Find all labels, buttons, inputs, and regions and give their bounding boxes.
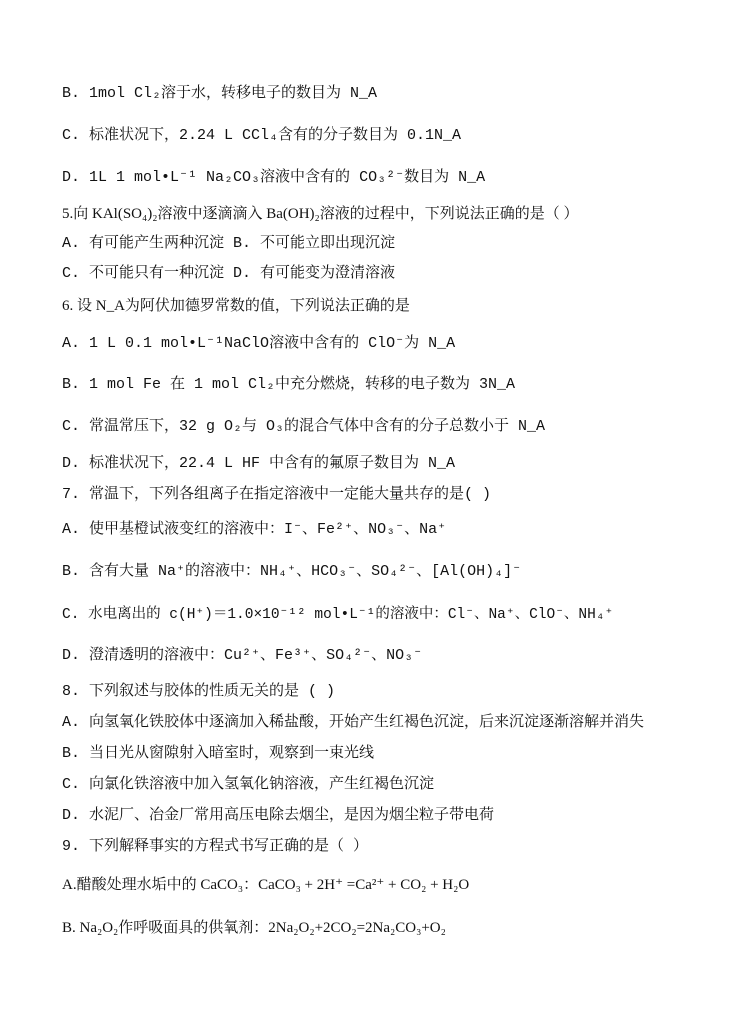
text-line: B. 1 mol Fe 在 1 mol Cl₂中充分燃烧，转移的电子数为 3N_A [62, 376, 516, 393]
text-line: A. 有可能产生两种沉淀 B. 不可能立即出现沉淀 [62, 235, 396, 252]
text-line: 7. 常温下，下列各组离子在指定溶液中一定能大量共存的是( ) [62, 486, 492, 503]
text-line: B. 1mol Cl₂溶于水，转移电子的数目为 N_A [62, 85, 378, 102]
text-line: A. 使甲基橙试液变红的溶液中：I⁻、Fe²⁺、NO₃⁻、Na⁺ [62, 521, 447, 538]
text-line: B. Na₂O₂作呼吸面具的供氧剂：2Na₂O₂+2CO₂=2Na₂CO₃+O₂ [62, 920, 446, 936]
text-line: C. 常温常压下，32 g O₂与 O₃的混合气体中含有的分子总数小于 N_A [62, 418, 546, 435]
text-line: 8. 下列叙述与胶体的性质无关的是 ( ) [62, 683, 336, 700]
text-line: B. 含有大量 Na⁺的溶液中：NH₄⁺、HCO₃⁻、SO₄²⁻、[Al(OH)₄]⁻ [62, 563, 522, 580]
text-line: C. 向氯化铁溶液中加入氢氧化钠溶液，产生红褐色沉淀 [62, 776, 435, 793]
text-line: C. 标准状况下，2.24 L CCl₄含有的分子数目为 0.1N_A [62, 127, 462, 144]
text-line: 6. 设 N_A为阿伏加德罗常数的值，下列说法正确的是 [62, 298, 410, 314]
text-line: C. 水电离出的 c(H⁺)＝1.0×10⁻¹² mol•L⁻¹的溶液中：Cl⁻、Na⁺、ClO⁻、NH₄⁺ [62, 607, 614, 623]
text-line: A. 向氢氧化铁胶体中逐滴加入稀盐酸，开始产生红褐色沉淀，后来沉淀逐渐溶解并消失 [62, 714, 645, 731]
text-line: C. 不可能只有一种沉淀 D. 有可能变为澄清溶液 [62, 265, 396, 282]
text-line: 9. 下列解释事实的方程式书写正确的是（ ） [62, 838, 369, 855]
text-line: D. 1L 1 mol•L⁻¹ Na₂CO₃溶液中含有的 CO₃²⁻数目为 N_A [62, 169, 486, 186]
text-line: A. 1 L 0.1 mol•L⁻¹NaClO溶液中含有的 ClO⁻为 N_A [62, 335, 456, 352]
text-line: A.醋酸处理水垢中的 CaCO₃：CaCO₃ + 2H⁺ =Ca²⁺ + CO₂ + H₂O [62, 877, 470, 893]
text-line: D. 澄清透明的溶液中：Cu²⁺、Fe³⁺、SO₄²⁻、NO₃⁻ [62, 647, 423, 664]
text-line: D. 水泥厂、冶金厂常用高压电除去烟尘，是因为烟尘粒子带电荷 [62, 807, 495, 824]
text-line: D. 标准状况下，22.4 L HF 中含有的氟原子数目为 N_A [62, 455, 456, 472]
text-line: 5.向 KAl(SO₄)₂溶液中逐滴滴入 Ba(OH)₂溶液的过程中，下列说法正确的是（ ） [62, 206, 579, 222]
text-line: B. 当日光从窗隙射入暗室时，观察到一束光线 [62, 745, 375, 762]
